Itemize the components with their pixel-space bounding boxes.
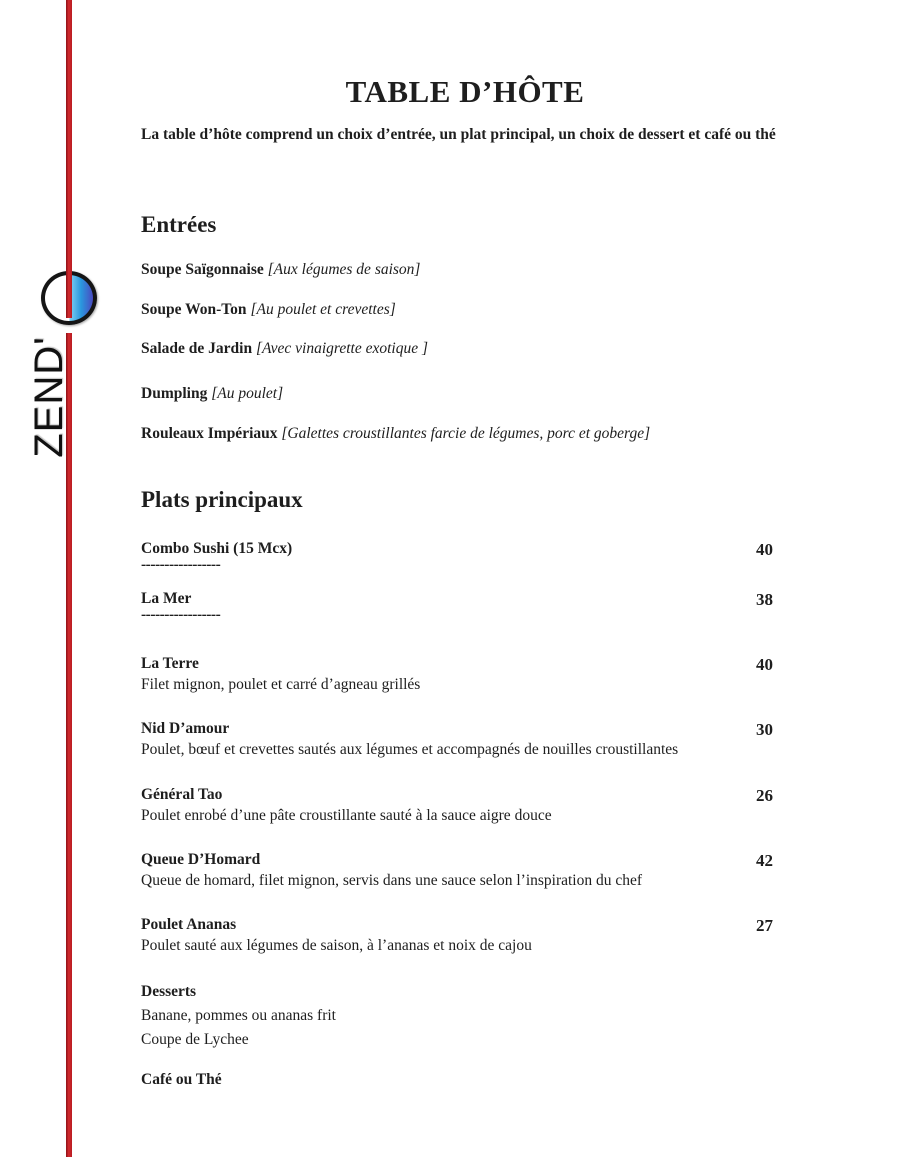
drinks-heading: Café ou Thé — [141, 1071, 222, 1088]
entree-item — [141, 301, 396, 319]
dish-name: Combo Sushi (15 Mcx) — [141, 540, 293, 557]
desserts-heading: Desserts — [141, 983, 197, 1000]
dessert-item: Coupe de Lychee — [141, 1031, 249, 1048]
dish-price: 26 — [756, 786, 773, 805]
dish-price: 30 — [756, 720, 773, 739]
entree-item — [141, 385, 283, 403]
entree-item — [141, 425, 650, 443]
drinks-block — [141, 1068, 222, 1092]
logo-text: ZEND' — [27, 336, 71, 458]
page-title: TABLE D’HÔTE — [345, 74, 585, 109]
dish-name: Queue D’Homard — [141, 851, 261, 868]
dish-name: Nid D’amour — [141, 720, 230, 737]
dish-price: 42 — [756, 851, 773, 870]
red-vertical-rule-top — [66, 0, 72, 318]
dish-description: Poulet enrobé d’une pâte croustillante sauté à la sauce aigre douce — [141, 807, 552, 824]
entree-name: Rouleaux Impériaux — [141, 425, 278, 442]
separator-dashes: ----------------- — [141, 556, 221, 573]
dessert-item: Banane, pommes ou ananas frit — [141, 1007, 336, 1024]
entree-note: [Aux légumes de saison] — [267, 261, 421, 278]
entree-note: [Galettes croustillantes farcie de légumes, porc et goberge] — [281, 425, 651, 442]
dish-price: 40 — [756, 540, 773, 559]
dish-item — [141, 655, 841, 694]
dish-item — [141, 720, 841, 759]
dish-name: La Terre — [141, 655, 199, 672]
separator-dashes: ----------------- — [141, 606, 221, 623]
entree-note: [Au poulet et crevettes] — [250, 301, 396, 318]
dish-description: Filet mignon, poulet et carré d’agneau grillés — [141, 676, 421, 693]
entree-note: [Au poulet] — [211, 385, 284, 402]
dish-item — [141, 916, 841, 955]
entree-name: Soupe Saïgonnaise — [141, 261, 264, 278]
desserts-block — [141, 980, 336, 1052]
entree-name: Salade de Jardin — [141, 340, 253, 357]
dish-item — [141, 786, 841, 825]
dish-item — [141, 590, 841, 622]
dish-name: Poulet Ananas — [141, 916, 237, 933]
section-heading-plats: Plats principaux — [141, 487, 303, 512]
entree-name: Dumpling — [141, 385, 208, 402]
dish-description: Poulet, bœuf et crevettes sautés aux légumes et accompagnés de nouilles croustillantes — [141, 741, 679, 758]
dish-description: Queue de homard, filet mignon, servis dans une sauce selon l’inspiration du chef — [141, 872, 643, 889]
dish-price: 27 — [756, 916, 773, 935]
dish-name: Général Tao — [141, 786, 223, 803]
entree-item — [141, 340, 428, 358]
dish-price: 40 — [756, 655, 773, 674]
intro-text: La table d’hôte comprend un choix d’entrée, un plat principal, un choix de dessert et café ou thé — [141, 126, 776, 143]
dish-price: 38 — [756, 590, 773, 609]
entree-note: [Avec vinaigrette exotique ] — [255, 340, 428, 357]
entree-name: Soupe Won-Ton — [141, 301, 247, 318]
section-heading-entrees: Entrées — [141, 212, 217, 237]
dish-item — [141, 540, 841, 572]
dish-description: Poulet sauté aux légumes de saison, à l’ananas et noix de cajou — [141, 937, 532, 954]
dish-name: La Mer — [141, 590, 192, 607]
dish-item — [141, 851, 841, 890]
entree-item — [141, 261, 420, 279]
